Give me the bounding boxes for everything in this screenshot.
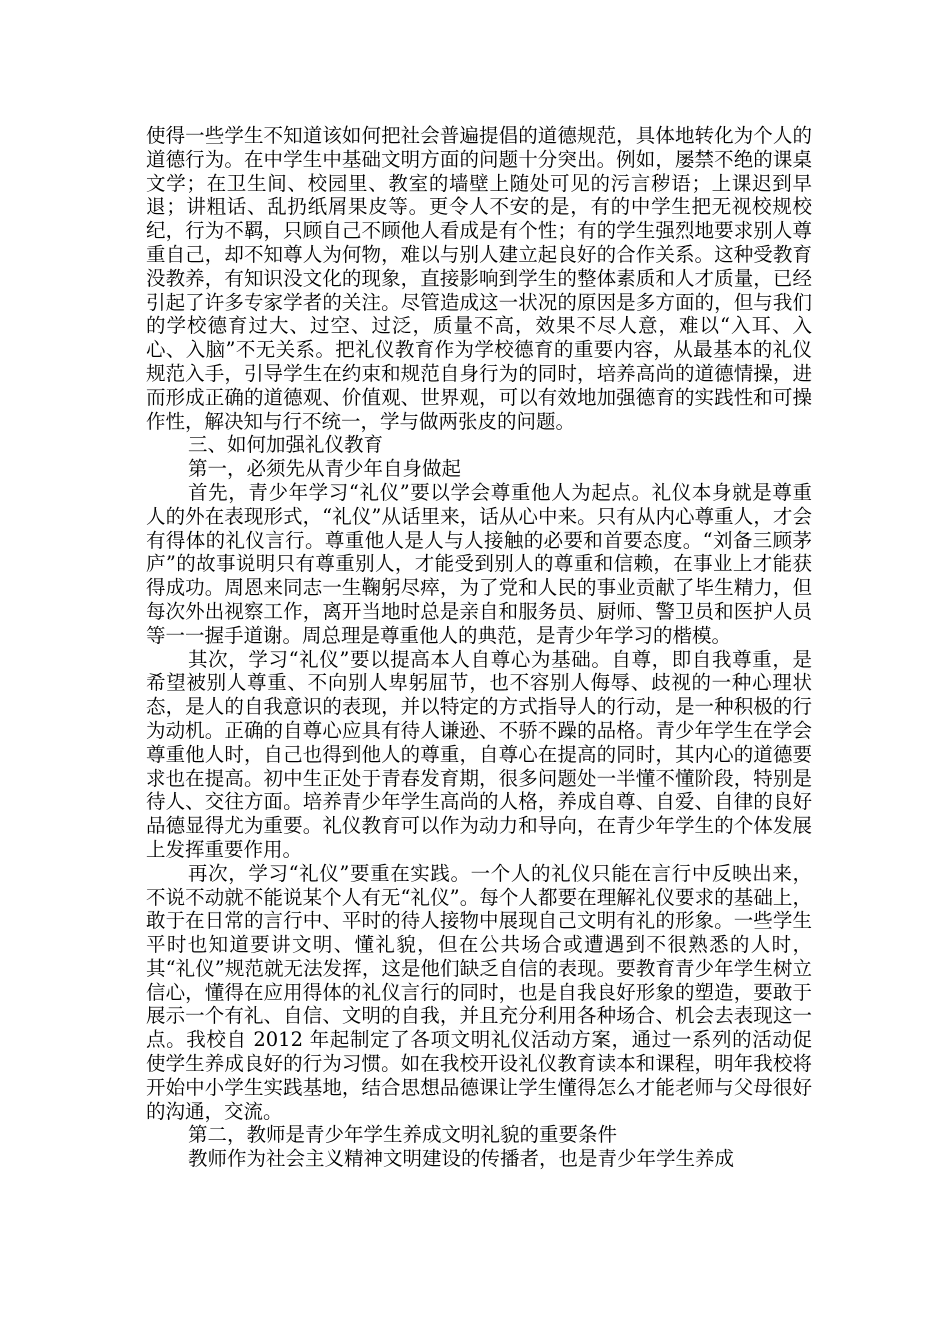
paragraph-first-point: 首先，青少年学习“礼仪”要以学会尊重他人为起点。礼仪本身就是尊重人的外在表现形式，“礼仪”从话里来，话从心中来。只有从内心尊重人，才会有得体的礼仪言行。尊重他人是人与人接触的必要和首要态度。“刘备三顾茅庐”的故事说明只有尊重别人，才能受到别人的尊重和信赖，在事业上才能获得成功。周恩来同志一生鞠躬尽瘁，为了党和人民的事业贡献了毕生精力，但每次外出视察工作，离开当地时总是亲自和服务员、厨师、警卫员和医护人员等一一握手道谢。周总理是尊重他人的典范，是青少年学习的楷模。 xyxy=(146,480,812,647)
paragraph-teacher: 教师作为社会主义精神文明建设的传播者，也是青少年学生养成 xyxy=(188,1147,735,1171)
paragraph-third-point: 再次，学习“礼仪”要重在实践。一个人的礼仪只能在言行中反映出来，不说不动就不能说某个人有无“礼仪”。每个人都要在理解礼仪要求的基础上，敢于在日常的言行中、平时的待人接物中展现自己文明有礼的形象。一些学生平时也知道要讲文明、懂礼貌，但在公共场合或遭遇到不很熟悉的人时，其“礼仪”规范就无法发挥，这是他们缺乏自信的表现。要教育青少年学生树立信心，懂得在应用得体的礼仪言行的同时，也是自我良好形象的塑造，要敢于展示一个有礼、自信、文明的自我，并且充分利用各种场合、机会去表现这一点。我校自 2012 年起制定了各项文明礼仪活动方案，通过一系列的活动促使学生养成良好的行为习惯。如在我校开设礼仪教育读本和课程，明年我校将开始中小学生实践基地，结合思想品德课让学生懂得怎么才能老师与父母很好的沟通，交流。 xyxy=(146,861,812,1123)
subheading-second: 第二，教师是青少年学生养成文明礼貌的重要条件 xyxy=(188,1123,618,1147)
document-body xyxy=(146,124,812,1171)
paragraph-intro: 使得一些学生不知道该如何把社会普遍提倡的道德规范，具体地转化为个人的道德行为。在中学生中基础文明方面的问题十分突出。例如，屡禁不绝的课桌文学；在卫生间、校园里、教室的墙壁上随处可见的污言秽语；上课迟到早退；讲粗话、乱扔纸屑果皮等。更令人不安的是，有的中学生把无视校规校纪，行为不羁，只顾自己不顾他人看成是有个性；有的学生强烈地要求别人尊重自己，却不知尊人为何物，难以与别人建立起良好的合作关系。这种受教育没教养，有知识没文化的现象，直接影响到学生的整体素质和人才质量，已经引起了许多专家学者的关注。尽管造成这一状况的原因是多方面的，但与我们的学校德育过大、过空、过泛，质量不高，效果不尽人意，难以“入耳、入心、入脑”不无关系。把礼仪教育作为学校德育的重要内容，从最基本的礼仪规范入手，引导学生在约束和规范自身行为的同时，培养高尚的道德情操，进而形成正确的道德观、价值观、世界观，可以有效地加强德育的实践性和可操作性，解决知与行不统一，学与做两张皮的问题。 xyxy=(146,124,812,433)
section-heading-3: 三、如何加强礼仪教育 xyxy=(188,433,384,457)
paragraph-second-point: 其次，学习“礼仪”要以提高本人自尊心为基础。自尊，即自我尊重，是希望被别人尊重、不向别人卑躬屈节，也不容别人侮辱、歧视的一种心理状态，是人的自我意识的表现，并以特定的方式指导人的行动，是一种积极的行为动机。正确的自尊心应具有待人谦逊、不骄不躁的品格。青少年学生在学会尊重他人时，自己也得到他人的尊重，自尊心在提高的同时，其内心的道德要求也在提高。初中生正处于青春发育期，很多问题处一半懂不懂阶段，特别是待人、交往方面。培养青少年学生高尚的人格，养成自尊、自爱、自律的良好品德显得尤为重要。礼仪教育可以作为动力和导向，在青少年学生的个体发展上发挥重要作用。 xyxy=(146,647,812,861)
subheading-first: 第一，必须先从青少年自身做起 xyxy=(188,457,462,481)
